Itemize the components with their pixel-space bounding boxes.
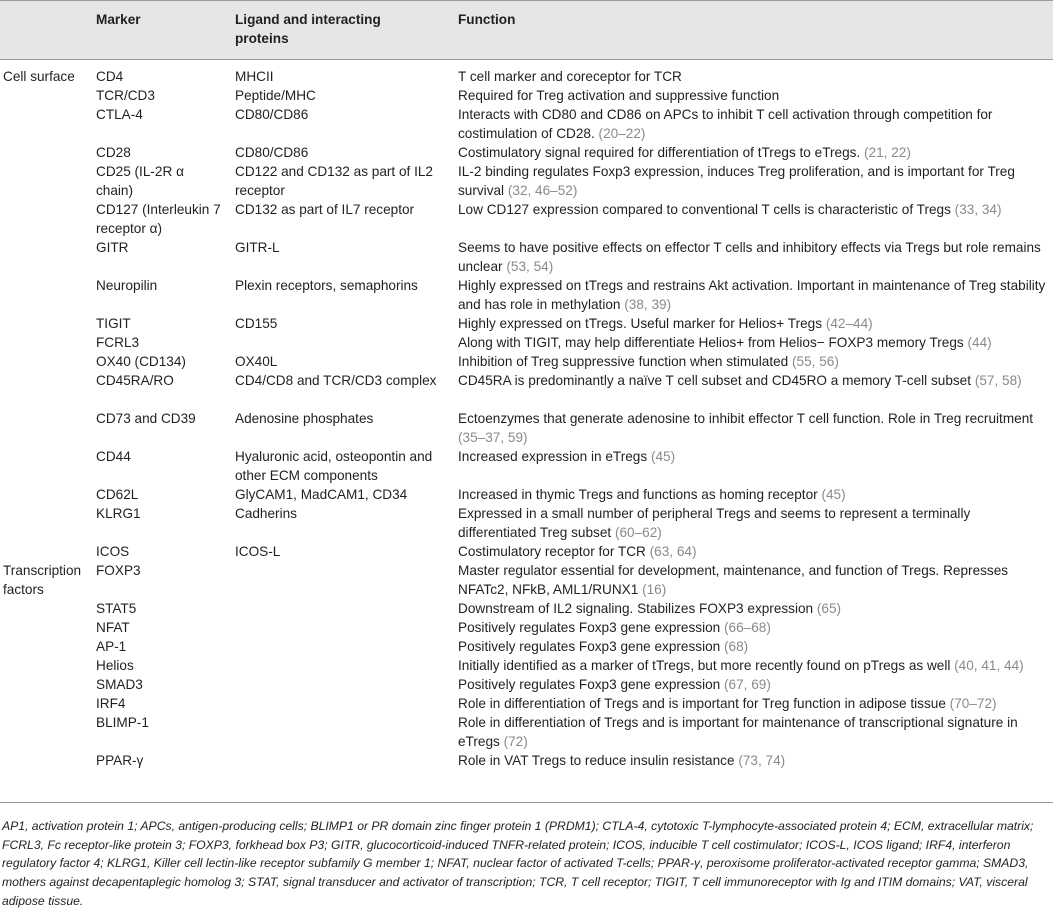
function-text: IL-2 binding regulates Foxp3 expression, induces Treg proliferation, and is important for Treg survival — [458, 164, 1015, 198]
reference-citation: (33, 34) — [954, 202, 1002, 217]
function-cell — [458, 67, 1048, 86]
function-cell — [458, 86, 1048, 105]
marker-cell: KLRG1 — [96, 506, 141, 521]
marker-cell: IRF4 — [96, 696, 126, 711]
function-text: Costimulatory receptor for TCR — [458, 544, 646, 559]
ligand-cell: OX40L — [235, 354, 278, 369]
reference-citation: (40, 41, 44) — [954, 658, 1024, 673]
marker-cell: ICOS — [96, 544, 130, 559]
function-cell — [458, 200, 1048, 219]
function-cell — [458, 409, 1048, 447]
reference-citation: (45) — [650, 449, 676, 464]
function-text: Downstream of IL2 signaling. Stabilizes FOXP3 expression — [458, 601, 814, 616]
function-text: Role in differentiation of Tregs and is important for maintenance of transcriptional signature in eTregs — [458, 715, 1018, 749]
reference-citation: (65) — [816, 601, 842, 616]
marker-cell: CD45RA/RO — [96, 373, 174, 388]
function-text: Role in VAT Tregs to reduce insulin resistance — [458, 753, 735, 768]
reference-citation: (16) — [642, 582, 667, 597]
reference-citation: (66–68) — [724, 620, 771, 635]
function-cell — [458, 504, 1048, 542]
function-text: Positively regulates Foxp3 gene expression — [458, 677, 721, 692]
ligand-cell: ICOS-L — [235, 544, 281, 559]
ligand-cell: CD80/CD86 — [235, 145, 309, 160]
marker-cell: SMAD3 — [96, 677, 143, 692]
marker-cell: AP-1 — [96, 639, 127, 654]
reference-citation: (57, 58) — [974, 373, 1022, 388]
function-cell — [458, 713, 1048, 751]
ligand-cell: Hyaluronic acid, osteopontin and other ECM components — [235, 449, 433, 483]
marker-cell: CD127 (Interleukin 7 receptor α) — [96, 202, 221, 236]
table-bottom-rule — [0, 802, 1053, 803]
marker-cell: CTLA-4 — [96, 107, 143, 122]
reference-citation: (20–22) — [598, 126, 646, 141]
reference-citation: (70–72) — [949, 696, 997, 711]
marker-cell: NFAT — [96, 620, 130, 635]
reference-citation: (53, 54) — [506, 259, 554, 274]
marker-cell: STAT5 — [96, 601, 137, 616]
ligand-cell: CD80/CD86 — [235, 107, 309, 122]
function-text: Required for Treg activation and suppressive function — [458, 88, 780, 103]
function-cell — [458, 599, 1048, 618]
function-text: Seems to have positive effects on effector T cells and inhibitory effects via Tregs but role remains unclear — [458, 240, 1041, 274]
group-transcription-factors: Transcription factors — [3, 563, 82, 597]
marker-cell: CD28 — [96, 145, 131, 160]
reference-citation: (72) — [503, 734, 528, 749]
function-cell — [458, 371, 1048, 390]
function-cell — [458, 276, 1048, 314]
header-ligand: Ligand and interacting proteins — [235, 12, 381, 46]
table-header — [0, 0, 1053, 60]
group-cell-surface: Cell surface — [3, 69, 75, 84]
function-cell — [458, 105, 1048, 143]
marker-cell: CD25 (IL-2R α chain) — [96, 164, 184, 198]
function-text: Low CD127 expression compared to conventional T cells is characteristic of Tregs — [458, 202, 951, 217]
function-text: Ectoenzymes that generate adenosine to inhibit effector T cell function. Role in Treg recruitment — [458, 411, 1034, 426]
marker-cell: CD62L — [96, 487, 139, 502]
header-function: Function — [458, 12, 516, 27]
ligand-cell: CD132 as part of IL7 receptor — [235, 202, 415, 217]
function-cell — [458, 751, 1048, 770]
function-text: Interacts with CD80 and CD86 on APCs to inhibit T cell activation through competition for costimulation of CD28. — [458, 107, 993, 141]
function-cell — [458, 618, 1048, 637]
function-cell — [458, 694, 1048, 713]
function-cell — [458, 143, 1048, 162]
function-cell — [458, 447, 1048, 466]
function-text: Positively regulates Foxp3 gene expression — [458, 620, 721, 635]
ligand-cell: CD122 and CD132 as part of IL2 receptor — [235, 164, 433, 198]
function-text: T cell marker and coreceptor for TCR — [458, 69, 682, 84]
marker-cell: BLIMP-1 — [96, 715, 149, 730]
function-cell — [458, 485, 1048, 504]
function-text: Positively regulates Foxp3 gene expression — [458, 639, 721, 654]
marker-cell: Neuropilin — [96, 278, 158, 293]
function-text: Along with TIGIT, may help differentiate Helios+ from Helios− FOXP3 memory Tregs — [458, 335, 964, 350]
reference-citation: (45) — [821, 487, 846, 502]
table-footnote: AP1, activation protein 1; APCs, antigen-producing cells; BLIMP1 or PR domain zinc finger protein 1 (PRDM1); CTLA-4, cytotoxic T-lymphocyte-associated protein 4; ECM, extracellular matrix; FCRL3, Fc receptor-like protein 3; FOXP3, forkhead box P3; GITR, glucocorticoid-induced TNFR-related protein; ICOS, inducible T cell costimulator; ICOS-L, ICOS ligand; IRF4, interferon regulatory factor 4; KLRG1, Killer cell lectin-like receptor subfamily G member 1; NFAT, nuclear factor of activated T-cells; PPAR-γ, peroxisome proliferator-activated receptor gamma; SMAD3, mothers against decapentaplegic homolog 3; STAT, signal transducer and activator of transcription; TCR, T cell receptor; TIGIT, T cell immunoreceptor with Ig and ITIM domains; VAT, visceral adipose tissue. — [2, 819, 1034, 908]
reference-citation: (67, 69) — [724, 677, 771, 692]
marker-cell: TCR/CD3 — [96, 88, 155, 103]
marker-cell: Helios — [96, 658, 134, 673]
reference-citation: (21, 22) — [864, 145, 911, 160]
function-cell — [458, 238, 1048, 276]
function-text: Highly expressed on tTregs. Useful marker for Helios+ Tregs — [458, 316, 823, 331]
function-text: Initially identified as a marker of tTregs, but more recently found on pTregs as well — [458, 658, 951, 673]
reference-citation: (73, 74) — [738, 753, 786, 768]
ligand-cell: Plexin receptors, semaphorins — [235, 278, 418, 293]
marker-cell: PPAR-γ — [96, 753, 144, 768]
function-cell — [458, 675, 1048, 694]
ligand-cell: CD4/CD8 and TCR/CD3 complex — [235, 373, 437, 388]
function-text: Costimulatory signal required for differentiation of tTregs to eTregs. — [458, 145, 861, 160]
function-text: Increased in thymic Tregs and functions as homing receptor — [458, 487, 818, 502]
ligand-cell: MHCII — [235, 69, 274, 84]
function-text: Expressed in a small number of peripheral Tregs and seems to represent a terminally differentiated Treg subset — [458, 506, 971, 540]
function-cell — [458, 637, 1048, 656]
function-cell — [458, 314, 1048, 333]
reference-citation: (68) — [724, 639, 749, 654]
function-cell — [458, 333, 1048, 352]
function-text: Highly expressed on tTregs and restrains Akt activation. Important in maintenance of Treg stability and has role in methylation — [458, 278, 1046, 312]
function-cell — [458, 542, 1048, 561]
ligand-cell: Peptide/MHC — [235, 88, 316, 103]
marker-cell: FOXP3 — [96, 563, 141, 578]
function-cell — [458, 656, 1048, 675]
marker-cell: CD73 and CD39 — [96, 411, 196, 426]
reference-citation: (55, 56) — [792, 354, 839, 369]
function-text: CD45RA is predominantly a naïve T cell subset and CD45RO a memory T-cell subset — [458, 373, 972, 388]
function-text: Role in differentiation of Tregs and is important for Treg function in adipose tissue — [458, 696, 946, 711]
function-cell — [458, 162, 1048, 200]
ligand-cell: GlyCAM1, MadCAM1, CD34 — [235, 487, 408, 502]
ligand-cell: CD155 — [235, 316, 278, 331]
reference-citation: (32, 46–52) — [507, 183, 578, 198]
function-cell — [458, 352, 1048, 371]
function-cell — [458, 561, 1048, 599]
header-marker: Marker — [96, 12, 141, 27]
reference-citation: (44) — [967, 335, 992, 350]
reference-citation: (35–37, 59) — [458, 430, 528, 445]
marker-cell: CD4 — [96, 69, 124, 84]
function-text: Inhibition of Treg suppressive function when stimulated — [458, 354, 789, 369]
reference-citation: (63, 64) — [649, 544, 697, 559]
marker-cell: CD44 — [96, 449, 131, 464]
reference-citation: (42–44) — [825, 316, 873, 331]
ligand-cell: Cadherins — [235, 506, 297, 521]
function-text: Master regulator essential for development, maintenance, and function of Tregs. Represses NFATc2, NFkB, AML1/RUNX1 — [458, 563, 1009, 597]
marker-cell: FCRL3 — [96, 335, 140, 350]
ligand-cell: GITR-L — [235, 240, 280, 255]
function-text: Increased expression in eTregs — [458, 449, 648, 464]
ligand-cell: Adenosine phosphates — [235, 411, 374, 426]
marker-cell: TIGIT — [96, 316, 131, 331]
marker-cell: GITR — [96, 240, 129, 255]
marker-cell: OX40 (CD134) — [96, 354, 186, 369]
reference-citation: (60–62) — [614, 525, 662, 540]
reference-citation: (38, 39) — [624, 297, 672, 312]
